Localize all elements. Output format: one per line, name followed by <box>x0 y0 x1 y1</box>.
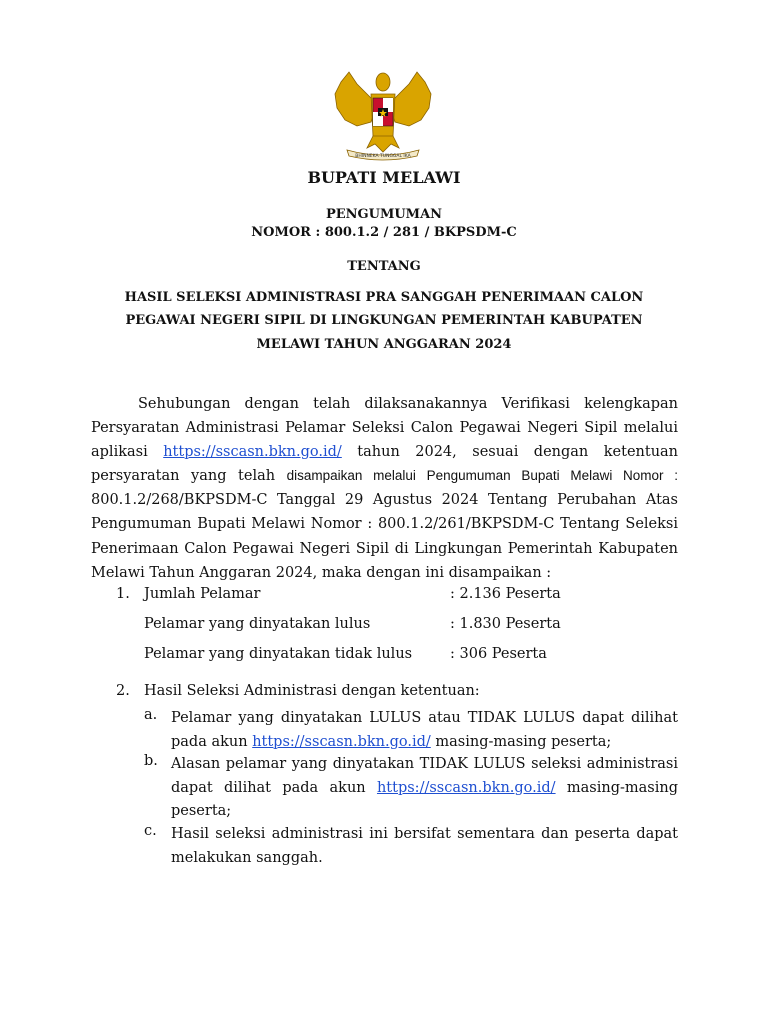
item-b-marker: b. <box>144 753 158 769</box>
regent-title: BUPATI MELAWI <box>307 168 461 187</box>
announcement-number: NOMOR : 800.1.2 / 281 / BKPSDM-C <box>251 225 517 240</box>
list2-heading: Hasil Seleksi Administrasi dengan ketentuan: <box>144 683 480 699</box>
about-label: TENTANG <box>347 259 421 274</box>
list-number-1: 1. <box>116 586 130 602</box>
garuda-emblem <box>327 64 439 164</box>
sscasn-link-a[interactable]: https://sscasn.bkn.go.id/ <box>252 733 431 750</box>
passed-value: : 1.830 Peserta <box>450 616 561 632</box>
subject-line-2: PEGAWAI NEGERI SIPIL DI LINGKUNGAN PEMERINTAH KABUPATEN <box>125 313 643 328</box>
sscasn-link[interactable]: https://sscasn.bkn.go.id/ <box>163 444 342 461</box>
item-a-text: Pelamar yang dinyatakan LULUS atau TIDAK LULUS dapat dilihat pada akun https://sscasn.bkn.go.id/ masing-masing peserta; <box>171 710 678 750</box>
body-paragraph: Sehubungan dengan telah dilaksanakannya Verifikasi kelengkapan Persyaratan Administrasi Pelamar Seleksi Calon Pegawai Negeri Sipil melalui aplikasi https://sscasn.bkn.go.id/ tahun 2024, sesuai dengan ketentuan persyaratan yang telah disampaikan melalui Pengumuman Bupati Melawi Nomor : 800.1.2/268/BKPSDM-C Tanggal 29 Agustus 2024 Tentang Perubahan Atas Pengumuman Bupati Melawi Nomor : 800.1.2/261/BKPSDM-C Tentang Seleksi Penerimaan Calon Pegawai Negeri Sipil di Lingkungan Pemerintah Kabupaten Melawi Tahun Anggaran 2024, maka dengan ini disampaikan : <box>91 396 679 581</box>
passed-label: Pelamar yang dinyatakan lulus <box>144 616 371 632</box>
item-c-text: Hasil seleksi administrasi ini bersifat sementara dan peserta dapat melakukan sanggah. <box>171 826 678 866</box>
sscasn-link-b[interactable]: https://sscasn.bkn.go.id/ <box>376 779 556 796</box>
failed-value: : 306 Peserta <box>450 646 547 662</box>
failed-label: Pelamar yang dinyatakan tidak lulus <box>144 646 413 662</box>
announcement-label: PENGUMUMAN <box>325 207 443 222</box>
svg-text:BHINNEKA TUNGGAL IKA: BHINNEKA TUNGGAL IKA <box>355 154 411 159</box>
list-number-2: 2. <box>116 683 130 699</box>
subject-line-1: HASIL SELEKSI ADMINISTRASI PRA SANGGAH PENERIMAAN CALON <box>124 290 644 305</box>
applicants-value: : 2.136 Peserta <box>450 586 561 602</box>
item-a-marker: a. <box>144 707 158 723</box>
applicants-label: Jumlah Pelamar <box>144 586 261 602</box>
item-c-marker: c. <box>144 823 157 839</box>
subject-line-3: MELAWI TAHUN ANGGARAN 2024 <box>256 337 512 352</box>
item-b-text: Alasan pelamar yang dinyatakan TIDAK LULUS seleksi administrasi dapat dilihat pada akun https://sscasn.bkn.go.id/ masing-masing peserta; <box>171 756 678 819</box>
